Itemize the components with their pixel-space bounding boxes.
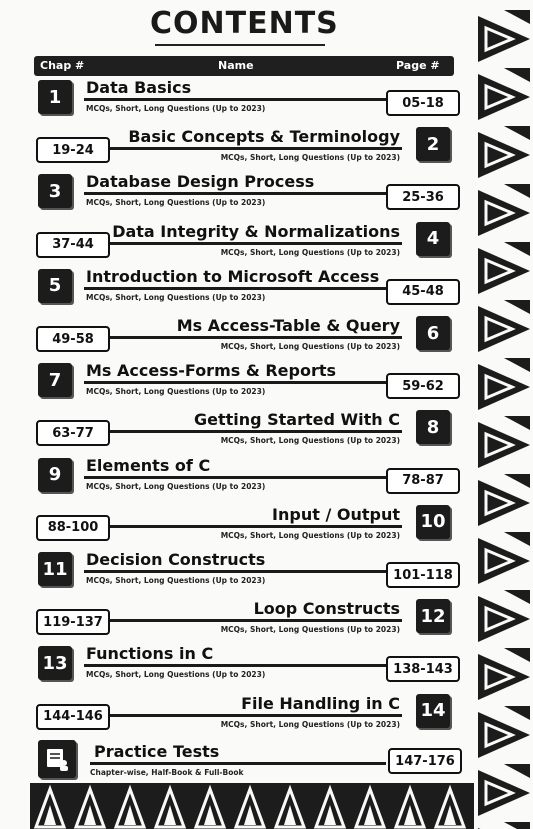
chapter-subtitle: MCQs, Short, Long Questions (Up to 2023) bbox=[220, 247, 400, 257]
tribal-border-bottom bbox=[30, 783, 474, 829]
chapter-subtitle: MCQs, Short, Long Questions (Up to 2023) bbox=[86, 481, 266, 491]
chapter-title: Functions in C bbox=[86, 644, 214, 664]
practice-pages: 147-176 bbox=[388, 748, 462, 774]
chapter-row[interactable] bbox=[0, 76, 470, 120]
chapter-subtitle: MCQs, Short, Long Questions (Up to 2023) bbox=[86, 670, 266, 680]
chapter-title: Elements of C bbox=[86, 455, 211, 475]
chapter-row[interactable] bbox=[0, 312, 470, 356]
chapter-title: Data Integrity & Normalizations bbox=[112, 221, 400, 241]
chapter-page-range: 78-87 bbox=[386, 468, 460, 494]
practice-icon bbox=[38, 740, 76, 778]
chapter-page-range: 63-77 bbox=[36, 420, 110, 446]
chapter-row[interactable] bbox=[0, 123, 470, 167]
chapter-row[interactable] bbox=[0, 265, 470, 309]
chapter-rule bbox=[84, 570, 386, 573]
chapter-page-range: 05-18 bbox=[386, 90, 460, 116]
chapter-row[interactable] bbox=[0, 642, 470, 686]
chapter-title: Getting Started With C bbox=[193, 410, 400, 430]
chapter-row[interactable] bbox=[0, 406, 470, 450]
chapter-title: Introduction to Microsoft Access bbox=[86, 266, 380, 286]
practice-subtitle: Chapter-wise, Half-Book & Full-Book bbox=[90, 768, 244, 777]
chapter-number-badge: 6 bbox=[416, 316, 450, 350]
chapter-rule bbox=[104, 525, 402, 528]
chapter-subtitle: MCQs, Short, Long Questions (Up to 2023) bbox=[86, 292, 266, 302]
chapter-rule bbox=[84, 664, 386, 667]
chapter-number-badge: 5 bbox=[38, 269, 72, 303]
chapter-number-badge: 10 bbox=[416, 505, 450, 539]
chapter-title: Ms Access-Forms & Reports bbox=[86, 361, 337, 381]
chapter-number-badge: 11 bbox=[38, 552, 72, 586]
chapter-number-badge: 3 bbox=[38, 174, 72, 208]
chapter-number-badge: 2 bbox=[416, 127, 450, 161]
title-underline bbox=[155, 44, 325, 46]
chapter-row[interactable] bbox=[0, 548, 470, 592]
tribal-border-right bbox=[474, 10, 533, 829]
chapter-page-range: 88-100 bbox=[36, 515, 110, 541]
chapter-title: Loop Constructs bbox=[253, 599, 400, 619]
chapter-rule bbox=[104, 242, 402, 245]
chapter-subtitle: MCQs, Short, Long Questions (Up to 2023) bbox=[220, 625, 400, 635]
chapter-row[interactable] bbox=[0, 690, 470, 734]
chapter-rule bbox=[84, 476, 386, 479]
chapter-page-range: 101-118 bbox=[386, 562, 460, 588]
chapter-number-badge: 7 bbox=[38, 363, 72, 397]
chapter-page-range: 49-58 bbox=[36, 326, 110, 352]
chapter-title: Database Design Process bbox=[86, 172, 315, 192]
chapter-page-range: 138-143 bbox=[386, 656, 460, 682]
chapter-page-range: 37-44 bbox=[36, 232, 110, 258]
chapter-row[interactable] bbox=[0, 218, 470, 262]
chapter-subtitle: MCQs, Short, Long Questions (Up to 2023) bbox=[86, 387, 266, 397]
chapter-page-range: 45-48 bbox=[386, 279, 460, 305]
chapter-title: Decision Constructs bbox=[86, 550, 266, 569]
chapter-title: Basic Concepts & Terminology bbox=[128, 127, 400, 147]
table-header bbox=[34, 56, 454, 76]
chapter-subtitle: MCQs, Short, Long Questions (Up to 2023) bbox=[220, 436, 400, 446]
chapter-number-badge: 8 bbox=[416, 410, 450, 444]
chapter-title: Input / Output bbox=[272, 504, 400, 524]
chapter-subtitle: MCQs, Short, Long Questions (Up to 2023) bbox=[86, 576, 266, 585]
chapter-row[interactable] bbox=[0, 501, 470, 545]
chapter-title: Ms Access-Table & Query bbox=[176, 316, 400, 335]
header-chap: Chap # bbox=[40, 59, 85, 72]
chapter-number-badge: 9 bbox=[38, 458, 72, 492]
chapter-rule bbox=[84, 98, 386, 101]
chapter-title: Data Basics bbox=[86, 78, 192, 97]
chapter-page-range: 19-24 bbox=[36, 137, 110, 163]
header-name: Name bbox=[218, 59, 254, 72]
chapter-title: File Handling in C bbox=[241, 693, 400, 713]
practice-rule bbox=[90, 762, 386, 765]
practice-row[interactable] bbox=[0, 738, 470, 782]
chapter-rule bbox=[104, 714, 402, 717]
chapter-rule bbox=[104, 619, 402, 622]
chapter-rule bbox=[104, 336, 402, 339]
chapter-rule bbox=[104, 430, 402, 433]
chapter-subtitle: MCQs, Short, Long Questions (Up to 2023) bbox=[220, 719, 400, 729]
chapter-subtitle: MCQs, Short, Long Questions (Up to 2023) bbox=[220, 530, 400, 540]
practice-title: Practice Tests bbox=[94, 742, 220, 761]
chapter-rule bbox=[104, 147, 402, 150]
page-title: CONTENTS bbox=[150, 6, 339, 41]
chapter-number-badge: 14 bbox=[416, 694, 450, 728]
chapter-subtitle: MCQs, Short, Long Questions (Up to 2023) bbox=[220, 153, 400, 163]
chapter-number-badge: 12 bbox=[416, 599, 450, 633]
chapter-subtitle: MCQs, Short, Long Questions (Up to 2023) bbox=[86, 104, 266, 113]
chapter-number-badge: 1 bbox=[38, 80, 72, 114]
chapter-subtitle: MCQs, Short, Long Questions (Up to 2023) bbox=[86, 198, 266, 208]
chapter-rule bbox=[84, 192, 386, 195]
chapter-number-badge: 13 bbox=[38, 646, 72, 680]
chapter-row[interactable] bbox=[0, 595, 470, 639]
chapter-page-range: 144-146 bbox=[36, 704, 110, 730]
header-page: Page # bbox=[396, 59, 440, 72]
chapter-page-range: 25-36 bbox=[386, 184, 460, 210]
chapter-rule bbox=[84, 381, 386, 384]
chapter-page-range: 119-137 bbox=[36, 609, 110, 635]
chapter-subtitle: MCQs, Short, Long Questions (Up to 2023) bbox=[220, 342, 400, 351]
chapter-page-range: 59-62 bbox=[386, 373, 460, 399]
chapter-number-badge: 4 bbox=[416, 222, 450, 256]
chapter-row[interactable] bbox=[0, 359, 470, 403]
chapter-row[interactable] bbox=[0, 454, 470, 498]
chapter-row[interactable] bbox=[0, 170, 470, 214]
chapter-rule bbox=[84, 287, 386, 290]
